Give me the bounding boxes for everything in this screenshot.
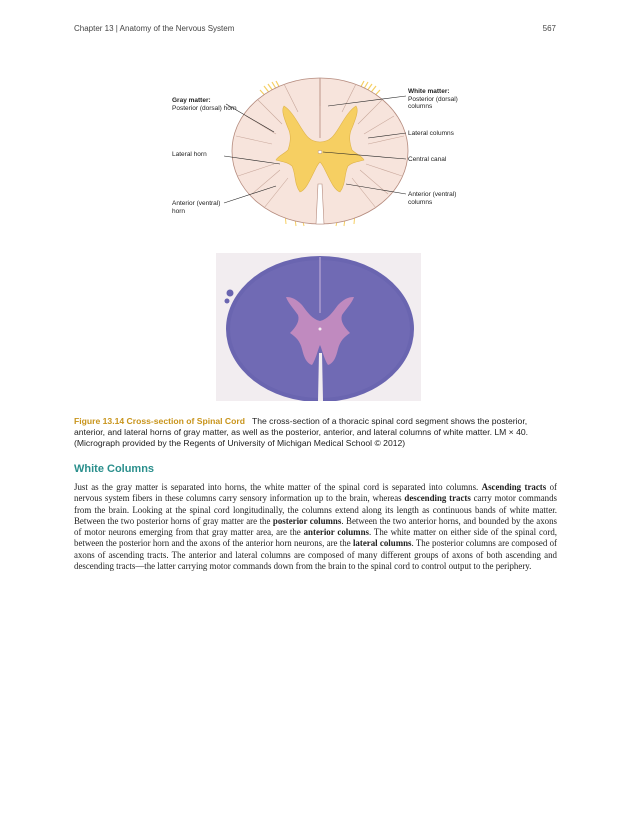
running-head <box>74 24 556 33</box>
label-posterior-columns <box>408 88 470 111</box>
body-paragraph <box>74 482 557 572</box>
lateral-columns-text: Lateral columns <box>408 130 454 137</box>
term-posterior-columns: posterior columns <box>272 515 342 526</box>
figure-caption <box>74 416 558 450</box>
spinal-cord-micrograph <box>216 253 421 401</box>
label-lateral-horn <box>172 151 207 159</box>
posterior-horn-text: Posterior (dorsal) horn <box>172 104 237 112</box>
term-anterior-columns: anterior columns <box>303 527 369 538</box>
central-canal-text: Central canal <box>408 156 447 163</box>
text-span: of nervous system fibers in these columns carry sensory information up to the brain, whereas <box>74 482 558 504</box>
gray-matter-title: Gray matter: <box>172 97 211 104</box>
text-span: Just as the gray matter is separated into horns, the white matter of the spinal cord is separated into columns. <box>74 482 479 492</box>
micrograph-image <box>216 253 421 401</box>
label-anterior-columns <box>408 191 470 206</box>
lateral-horn-text: Lateral horn <box>172 151 207 158</box>
label-central-canal <box>408 156 446 164</box>
chapter-title: Chapter 13 | Anatomy of the Nervous System <box>74 24 235 33</box>
label-lateral-columns <box>408 130 454 138</box>
term-lateral-columns: lateral columns <box>352 538 412 549</box>
label-posterior-horn <box>172 97 242 112</box>
spinal-cord-illustration <box>160 66 480 238</box>
text-span: . The white matter on either side of the spinal cord, between the posterior horn and the axons of the anterior horn neurons, are the <box>74 527 557 549</box>
anterior-columns-text: Anterior (ventral) columns <box>408 191 457 206</box>
text-span: . The posterior columns are composed of axons of ascending tracts. The anterior and lateral columns are composed of many different groups of axons of both ascending and descending tracts—the latter carrying motor commands down from the brain to the spinal cord to control output to the periphery. <box>74 538 558 572</box>
figure-number: Figure 13.14 Cross-section of Spinal Cord <box>74 416 245 426</box>
white-matter-title: White matter: <box>408 88 450 95</box>
term-descending-tracts: descending tracts <box>404 493 471 504</box>
term-ascending-tracts: Ascending tracts <box>481 482 547 492</box>
caption-text: The cross-section of a thoracic spinal cord segment shows the posterior, anterior, and lateral horns of gray matter, as well as the posterior, anterior, and lateral columns of white matter. LM × 40. (Micrograph provided by the Regents of University of Michigan Medical School © 2012) <box>74 416 529 449</box>
central-canal-shape <box>318 150 322 153</box>
anterior-horn-text: Anterior (ventral) horn <box>172 200 221 215</box>
section-heading: White Columns <box>74 463 155 475</box>
page-number: 567 <box>542 24 556 33</box>
text-span: . Between the two anterior horns, and bounded by the axons of motor neurons emerging from that gray matter area, are the <box>74 515 558 538</box>
label-anterior-horn <box>172 200 234 215</box>
text-span: carry motor commands from the brain. Looking at the spinal cord longitudinally, the columns extend along its length as continuous bands of white matter. Between the two posterior horns of gray matter are the <box>74 493 558 526</box>
posterior-columns-text: Posterior (dorsal) columns <box>408 95 458 110</box>
